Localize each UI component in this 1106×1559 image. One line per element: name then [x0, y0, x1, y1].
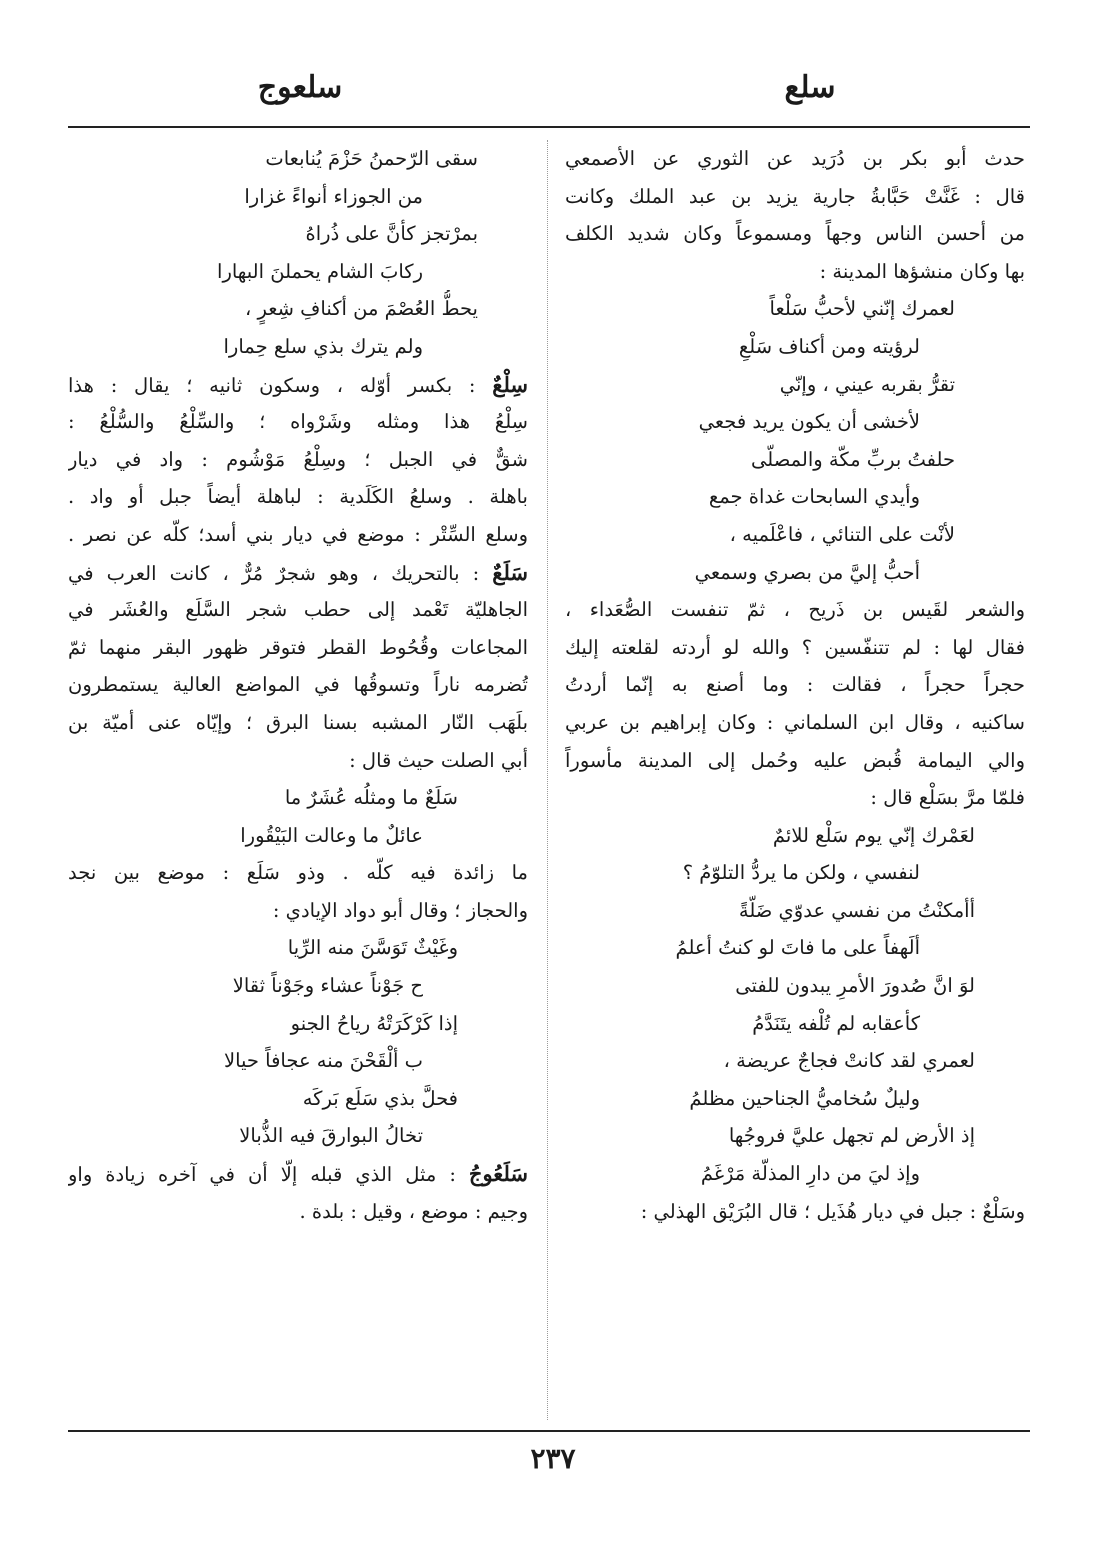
verse-line: لأنْت على التنائي ، فاعْلَميه ،: [729, 522, 955, 546]
verse-line: ألَهفاً على ما فاتَ لو كنتُ أعلمُ: [675, 936, 920, 960]
running-head-left: سلعوج: [257, 70, 343, 105]
text-line: باهلة . وسلعُ الكَلَدية : لباهلة أيضاً جبل أو واد .: [68, 485, 528, 509]
verse-line: فحلَّ بذي سَلَع بَركَه: [302, 1086, 458, 1110]
verse-line: كأعقابه لم تُلْفه يتَنَدَّمُ: [752, 1011, 920, 1035]
verse-line: ولم يترك بذي سلع حِمارا: [223, 334, 423, 358]
verse-line: سقى الرّحمنُ حَزْمَ يُنابعات: [265, 147, 478, 170]
headword: سِلْعٌ: [492, 371, 528, 397]
text-line: فلمّا مرَّ بسَلْع قال :: [870, 786, 1025, 810]
text-line: بها وكان منشؤها المدينة :: [819, 259, 1025, 283]
text-line: والشعر لقَيس بن ذَريح ، ثمّ تنفست الصُّعَداء ،: [565, 598, 1025, 622]
verse-line: ب ألْقَحْنَ منه عجافاً حيالا: [223, 1049, 423, 1073]
verse-line: من الجوزاء أنواءً غزارا: [244, 184, 423, 208]
verse-line: لوَ انَّ صُدورَ الأمرِ يبدون للفتى: [735, 974, 975, 998]
verse-line: أأمكنْتُ من نفسي عدوّي ضَلّةً: [738, 898, 975, 922]
text-line: أبي الصلت حيث قال :: [349, 748, 528, 772]
verse-line: سَلَعٌ ما ومثلُه عُشَرٌ ما: [284, 786, 458, 810]
text-line: شقٌّ في الجبل ؛ وسِلْعُ مَوْشُوم : واد في ديار: [68, 447, 528, 471]
header-rule: [68, 126, 1030, 128]
verse-line: لنفسي ، ولكن ما يردُّ التلوّمُ ؟: [682, 861, 920, 885]
verse-line: وأيدي السابحات غداة جمع: [708, 485, 920, 509]
text-line: سِلْعٌ : بكسر أوّله ، وسكون ثانيه ؛ يقال : هذا: [68, 371, 528, 397]
verse-line: تخالُ البوارقَ فيه الذُّبالا: [239, 1124, 423, 1148]
text-line: وجيم : موضع ، وقيل : بلدة .: [299, 1199, 528, 1223]
verse-line: وإذ ليَ من دارِ المذلّة مَرْغَمُ: [700, 1162, 920, 1186]
text-line: حدث أبو بكر بن دُرَيد عن الثوري عن الأصمعي: [565, 147, 1025, 170]
verse-line: إذا كَرْكَرَتْهُ رياحُ الجنو: [290, 1011, 458, 1035]
text-line: من أحسن الناس وجهاً ومسموعاً وكان شديد الكلف: [565, 222, 1025, 246]
text-line: والحجاز ؛ وقال أبو دواد الإيادي :: [272, 898, 528, 922]
text-line: وسلع السِّتْر : موضع في ديار بني أسد؛ كلّه عن نصر .: [68, 522, 528, 546]
verse-line: عائلٌ ما وعالت البَيْقُورا: [240, 823, 423, 847]
verse-line: وغَيْثٌ تَوَسَّنَ منه الرِّيا: [287, 936, 458, 960]
verse-line: يحطُّ العُصْمَ من أكنافِ شِعرٍ ،: [244, 297, 478, 321]
text-line: ما زائدة فيه كلّه . وذو سَلَع : موضع بين نجد: [68, 861, 528, 885]
text-line: سِلْعُ هذا ومثله وشَرْواه ؛ والسِّلْعُ والسُّلْعُ :: [68, 410, 528, 434]
text-line: ساكنيه ، وقال ابن السلماني : وكان إبراهيم بن عربي: [565, 710, 1025, 734]
verse-line: ح جَوْناً عشاء وجَوْناً ثقالا: [232, 974, 423, 998]
text-line: سَلَعُوجُ : مثل الذي قبله إلّا أن في آخره زيادة واو: [68, 1161, 528, 1187]
verse-line: لأخشى أن يكون يريد فجعي: [698, 410, 920, 434]
footer-rule: [68, 1430, 1030, 1432]
column-divider: [547, 140, 548, 1420]
text-line: بلَهَب النّار المشبه بسنا البرق ؛ وإيّاه عنى أميّة بن: [68, 710, 528, 734]
verse-line: حلفتُ بربِّ مكّة والمصلّى: [751, 447, 955, 471]
text-line: فقال لها : لم تتنفّسين ؟ والله لو أردته لقلعته إليك: [565, 635, 1025, 659]
text-line: قال : غَنَّتْ حَبَّابةُ جارية يزيد بن عبد الملك وكانت: [565, 184, 1025, 208]
running-head-right: سلع: [784, 70, 836, 105]
verse-line: بمرْتجز كأنَّ على ذُراهُ: [305, 222, 478, 246]
verse-line: لعمري لقد كانتْ فجاجٌ عريضة ،: [723, 1049, 975, 1073]
text-line: تُضرمه ناراً وتسوقُها في المواضع العالية يستمطرون: [68, 673, 528, 697]
text-line: المجاعات وقُحُوط القطر فتوقر ظهور البقر منهما ثمّ: [68, 635, 528, 659]
verse-line: لعَمْرك إنّي يوم سَلْع للائمٌ: [772, 823, 975, 847]
verse-line: إذ الأرض لم تجهل عليَّ فروجُها: [728, 1124, 975, 1148]
text-line: حجراً حجراً ، فقالت : وما أصنع به إنّما أردتُ: [565, 673, 1025, 697]
verse-line: تقرُّ بقربه عيني ، وإنّي: [779, 372, 955, 396]
text-line: سَلَعٌ : بالتحريك ، وهو شجرٌ مُرٌّ ، كانت العرب في: [68, 559, 528, 585]
verse-line: ركابَ الشام يحملنَ البهارا: [217, 259, 423, 283]
page-number: ٢٣٧: [530, 1442, 576, 1475]
right-column: [565, 140, 1025, 1230]
text-line: الجاهليّة تَعْمد إلى حطب شجر السَّلَع والعُشَر في: [68, 598, 528, 622]
verse-line: لعمرك إنّني لأحبُّ سَلْعاً: [769, 297, 955, 321]
headword: سَلَعُوجُ: [468, 1161, 528, 1187]
left-column: [68, 140, 528, 1230]
verse-line: وليلٌ سُخاميُّ الجناحين مظلمُ: [689, 1086, 920, 1110]
verse-line: لرؤيته ومن أكناف سَلْعِ: [738, 334, 920, 358]
text-line: وسَلْعٌ : جبل في ديار هُذَيل ؛ قال البُرَيْق الهذلي :: [640, 1199, 1025, 1223]
verse-line: أحبُّ إليَّ من بصري وسمعي: [694, 560, 920, 584]
headword: سَلَعٌ: [492, 559, 528, 585]
text-line: والي اليمامة قُبض عليه وحُمل إلى المدينة مأسوراً: [565, 748, 1025, 772]
